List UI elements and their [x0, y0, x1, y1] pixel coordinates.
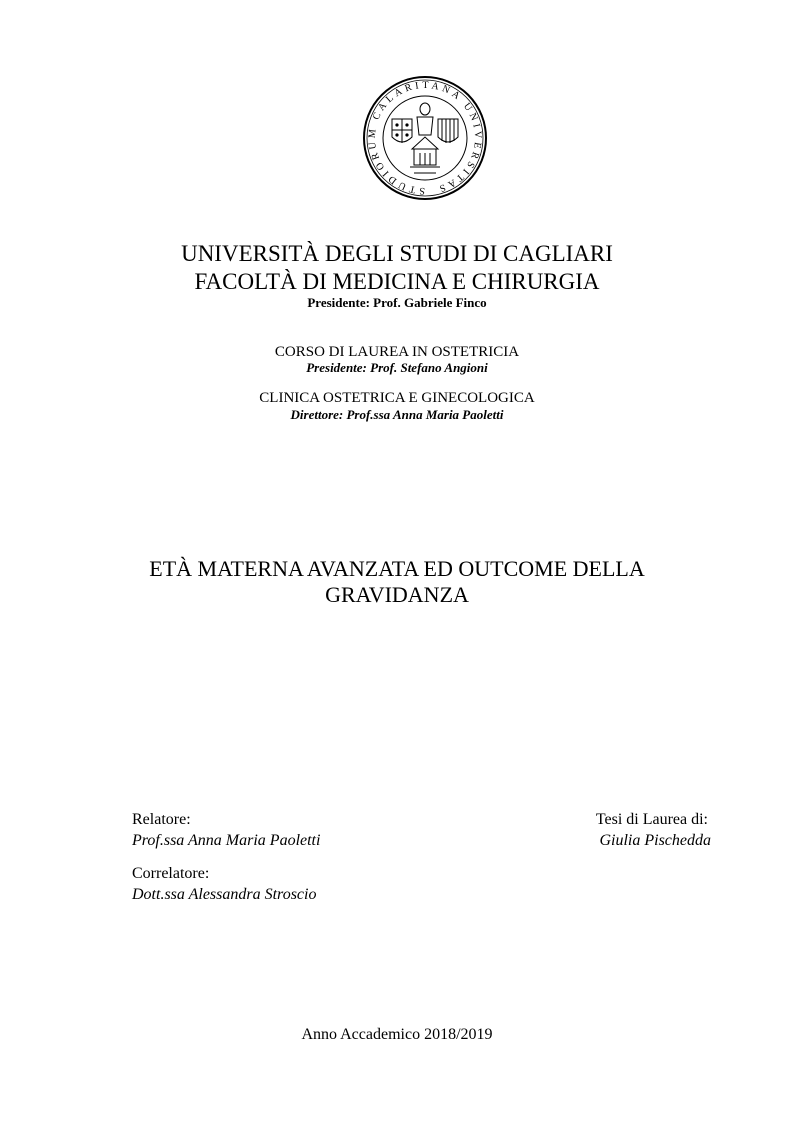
author-label: Tesi di Laurea di:: [595, 811, 708, 828]
relatore-label: Relatore:: [132, 811, 191, 828]
svg-text:STUDIORUM CALARITANA UNIVERSIT: STUDIORUM CALARITANA UNIVERSITAS: [366, 79, 484, 197]
correlatore-name: Dott.ssa Alessandra Stroscio: [132, 886, 317, 903]
university-seal-icon: [362, 75, 488, 201]
clinic-name: CLINICA OSTETRICA E GINECOLOGICA: [259, 390, 535, 406]
academic-year: Anno Accademico 2018/2019: [301, 1026, 493, 1043]
author-name: Giulia Pischedda: [599, 832, 711, 849]
university-name: UNIVERSITÀ DEGLI STUDI DI CAGLIARI: [181, 241, 613, 266]
faculty-name: FACOLTÀ DI MEDICINA E CHIRURGIA: [194, 269, 600, 294]
faculty-president: Presidente: Prof. Gabriele Finco: [307, 295, 487, 310]
thesis-title-line-2: GRAVIDANZA: [325, 582, 469, 607]
course-president: Presidente: Prof. Stefano Angioni: [306, 360, 488, 375]
relatore-name: Prof.ssa Anna Maria Paoletti: [132, 832, 321, 849]
course-name: CORSO DI LAUREA IN OSTETRICIA: [274, 344, 520, 360]
correlatore-label: Correlatore:: [132, 865, 210, 882]
thesis-title-line-1: ETÀ MATERNA AVANZATA ED OUTCOME DELLA: [149, 556, 645, 581]
clinic-director: Direttore: Prof.ssa Anna Maria Paoletti: [290, 407, 504, 422]
